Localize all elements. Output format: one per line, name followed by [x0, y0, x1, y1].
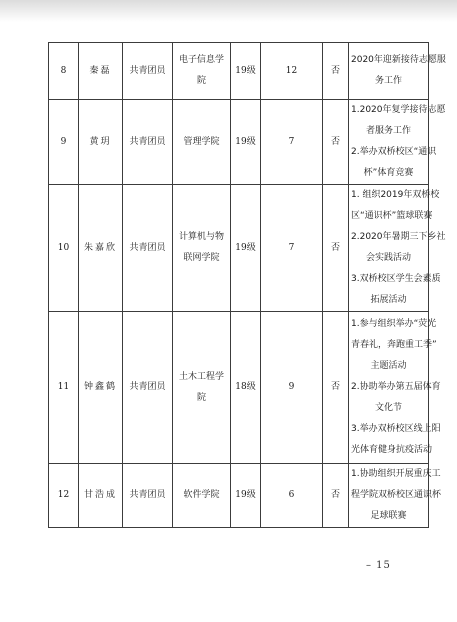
college-cell: 管理学院: [173, 100, 231, 185]
grade-cell: 19级: [231, 100, 261, 185]
political-status-cell: 共青团员: [123, 100, 173, 185]
college-cell: 软件学院: [173, 464, 231, 528]
name-cell: 钟鑫鹤: [79, 312, 123, 464]
activity-line: 拓展活动: [370, 295, 407, 305]
page-number: – 15: [366, 560, 391, 571]
count-cell: 7: [261, 100, 323, 185]
row-number-cell: 9: [49, 100, 79, 185]
activity-cell: [349, 100, 446, 185]
count-cell: 6: [261, 464, 323, 528]
count-cell: 7: [261, 185, 323, 312]
name-cell: 秦磊: [79, 43, 123, 100]
row-number-cell: 12: [49, 464, 79, 528]
activity-line: 文化节: [374, 403, 402, 413]
table-row: [49, 312, 429, 464]
activity-line: 2.2020年暑期三下乡社: [351, 232, 446, 242]
table-row: [49, 464, 429, 528]
activity-line: 2020年迎新接待志愿服: [351, 55, 446, 65]
activity-line: 者服务工作: [365, 126, 411, 136]
activity-line: 1.2020年复学接待志愿: [351, 105, 446, 115]
college-cell: 计算机与物联网学院: [173, 185, 231, 312]
row-number-cell: 11: [49, 312, 79, 464]
scan-top-shadow: [0, 0, 457, 22]
activity-line: 2.协助举办第五届体育: [351, 382, 441, 392]
activity-line: 2.举办双桥校区“通识: [351, 147, 437, 157]
activity-cell: [349, 185, 446, 312]
activity-line: 1.协助组织开展重庆工: [351, 469, 441, 479]
name-cell: 黄玥: [79, 100, 123, 185]
activity-line: 1.参与组织举办“荧光: [351, 319, 437, 329]
row-number-cell: 10: [49, 185, 79, 312]
college-cell: 土木工程学院: [173, 312, 231, 464]
political-status-cell: 共青团员: [123, 43, 173, 100]
count-cell: 9: [261, 312, 323, 464]
flag-cell: 否: [323, 43, 349, 100]
political-status-cell: 共青团员: [123, 185, 173, 312]
name-cell: 甘浩成: [79, 464, 123, 528]
activity-line: 务工作: [374, 76, 402, 86]
activity-line: 区“通识杯”篮球联赛: [351, 211, 433, 221]
table-row: [49, 43, 429, 100]
college-cell: 电子信息学院: [173, 43, 231, 100]
activity-line: 杯”体育竞赛: [363, 168, 414, 178]
flag-cell: 否: [323, 185, 349, 312]
grade-cell: 18级: [231, 312, 261, 464]
activity-line: 会实践活动: [365, 253, 411, 263]
name-cell: 朱嘉欣: [79, 185, 123, 312]
activity-line: 青春礼，奔跑重工季”: [351, 340, 437, 350]
flag-cell: 否: [323, 464, 349, 528]
political-status-cell: 共青团员: [123, 312, 173, 464]
activity-line: 足球联赛: [370, 511, 407, 521]
activity-line: 主题活动: [370, 361, 407, 371]
row-number-cell: 8: [49, 43, 79, 100]
activity-line: 3.双桥校区学生会素质: [351, 274, 441, 284]
activity-line: 程学院双桥校区通识杯: [351, 490, 442, 500]
table-row: [49, 185, 429, 312]
activity-line: 光体育健身抗疫活动: [351, 445, 433, 455]
activity-line: 3.举办双桥校区线上阳: [351, 424, 441, 434]
table-row: [49, 100, 429, 185]
flag-cell: 否: [323, 312, 349, 464]
activity-cell: [349, 43, 446, 100]
activity-line: 1. 组织2019年双桥校: [351, 190, 440, 200]
grade-cell: 19级: [231, 464, 261, 528]
volunteer-table: [48, 42, 446, 528]
political-status-cell: 共青团员: [123, 464, 173, 528]
activity-cell: [349, 464, 442, 528]
grade-cell: 19级: [231, 185, 261, 312]
activity-cell: [349, 312, 441, 464]
flag-cell: 否: [323, 100, 349, 185]
grade-cell: 19级: [231, 43, 261, 100]
count-cell: 12: [261, 43, 323, 100]
